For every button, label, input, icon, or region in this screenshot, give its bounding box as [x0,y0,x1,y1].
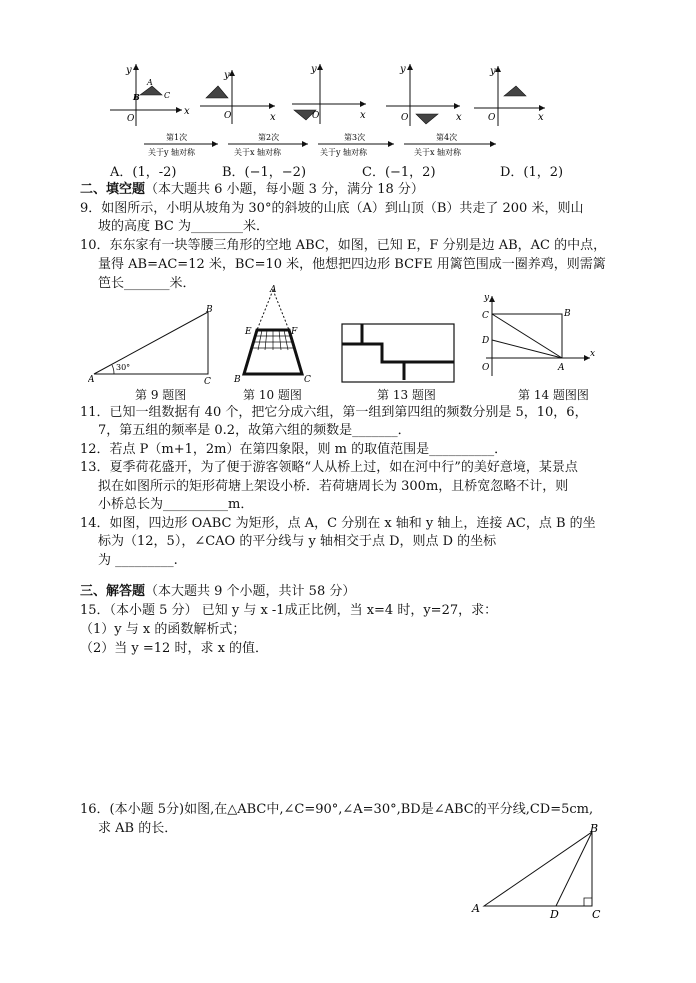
q13-line-2: 拟在如图所示的矩形荷塘上架设小桥．若荷塘周长为 300m，且桥宽忽略不计，则 [98,479,569,494]
svg-text:B: B [590,822,599,835]
q15-line-1: 15．（本小题 5 分） 已知 y 与 x -1成正比例，当 x=4 时，y=27，求： [80,603,498,618]
reflection-sequence-figure [100,58,550,160]
q12-line-1: 12．若点 P（m+1，2m）在第四象限，则 m 的取值范围是__________． [80,442,508,457]
choice-d: D．(1，2) [500,165,564,180]
choice-b: B．(−1，−2) [222,165,307,180]
q10-line-2: 量得 AB=AC=12 米，BC=10 米，他想把四边形 BCFE 用篱笆围成一圈养鸡，则需篱 [98,257,606,272]
step-1-sub: 关于y 轴对称 [148,148,196,157]
svg-text:x: x [590,349,596,359]
coord-system-3 [292,64,366,124]
q13-line-1: 13．夏季荷花盛开，为了便于游客领略“人从桥上过，如在河中行”的美好意境，某景点 [80,460,578,475]
svg-text:30°: 30° [116,363,131,372]
svg-text:C: C [164,91,171,100]
svg-text:B: B [206,305,213,315]
svg-text:O: O [224,111,232,121]
svg-text:O: O [488,113,496,123]
svg-text:x: x [270,112,276,123]
q9-line-2: 坡的高度 BC 为________米． [98,219,270,234]
q14-line-2: 标为（12，5），∠CAO 的平分线与 y 轴相交于点 D，则点 D 的坐标 [98,534,497,549]
svg-text:y: y [126,65,132,76]
q9-line-1: 9．如图所示，小明从坡角为 30°的斜坡的山底（A）到山顶（B）共走了 200 米，则山 [80,201,584,216]
svg-text:x: x [184,106,190,117]
svg-text:O: O [482,363,490,373]
step-1-label: 第1次 [166,133,188,142]
coord-system-4 [386,64,462,126]
svg-text:y: y [224,70,230,81]
fig14-caption: 第 14 题图图 [518,388,589,402]
coord-system-2 [200,70,276,124]
svg-text:C: C [592,908,601,918]
svg-text:D: D [550,908,559,918]
q16-line-2: 求 AB 的长． [98,821,178,836]
coord-system-1 [110,64,190,126]
fig9-caption: 第 9 题图 [135,388,187,402]
svg-text:O: O [312,111,320,121]
q15-line-3: （2）当 y =12 时，求 x 的值． [80,641,269,656]
svg-text:x: x [360,110,366,121]
fig9-slope-triangle [88,304,218,384]
svg-text:x: x [456,112,462,123]
svg-text:y: y [490,66,496,77]
q10-line-1: 10．东东家有一块等腰三角形的空地 ABC，如图，已知 E，F 分别是边 AB，AC 的中点， [80,238,607,253]
q11-line-2: 7，第五组的频率是 0.2，故第六组的频数是_______． [98,423,411,438]
fig13-pond-bridge [340,322,458,384]
svg-text:A: A [147,78,153,87]
svg-text:y: y [311,64,317,75]
q14-line-1: 14．如图，四边形 OABC 为矩形，点 A，C 分别在 x 轴和 y 轴上，连接 AC，点 B 的坐 [80,516,596,531]
svg-text:B: B [234,375,241,384]
step-4-sub: 关于x 轴对称 [414,148,462,157]
svg-text:B: B [133,92,140,102]
q16-line-1: 16．(本小题 5分)如图,在△ABC中,∠C=90°,∠A=30°,BD是∠ABC的平分线,CD=5cm, [80,802,594,817]
section-2-title: 二、填空题 [80,182,146,197]
svg-text:D: D [482,336,490,346]
svg-text:x: x [538,112,544,123]
coord-system-5 [474,66,545,126]
q15-line-2: （1）y 与 x 的函数解析式； [80,622,246,637]
fig10-caption: 第 10 题图 [243,388,302,402]
section-3-note: （本大题共 9 个小题，共计 58 分） [145,584,356,599]
svg-text:C: C [304,375,311,384]
fig14-rectangle-oabc [478,290,598,382]
step-3-sub: 关于y 轴对称 [320,148,368,157]
q10-line-3: 笆长_______米． [98,276,196,291]
q14-line-3: 为 _________. [98,553,178,568]
q11-line-1: 11．已知一组数据有 40 个，把它分成六组，第一组到第四组的频数分别是 5，10，6， [80,405,588,420]
svg-text:O: O [401,113,409,123]
reflection-arrows [144,132,496,157]
svg-text:y: y [400,64,406,75]
svg-text:A: A [558,363,565,373]
q13-line-3: 小桥总长为__________m． [98,497,254,512]
section-2-heading [80,180,424,199]
svg-text:O: O [127,114,135,124]
fig13-caption: 第 13 题图 [377,388,436,402]
choice-a: A．(1，-2) [110,165,177,180]
svg-text:y: y [484,293,490,303]
svg-text:A: A [472,902,480,915]
fig10-isosceles-fence [230,284,320,384]
svg-text:A: A [88,375,95,384]
svg-text:C: C [204,377,211,384]
choice-c: C．(−1，2) [362,165,436,180]
step-3-label: 第3次 [344,133,366,142]
svg-text:A: A [270,285,277,295]
svg-text:B: B [564,309,571,319]
section-2-note: （本大题共 6 小题，每小题 3 分，满分 18 分） [145,182,424,197]
svg-text:C: C [482,311,489,321]
svg-text:F: F [291,327,298,337]
step-2-label: 第2次 [258,133,280,142]
section-3-heading [80,582,355,601]
q16-right-triangle-figure [470,822,610,918]
section-3-title: 三、解答题 [80,584,146,599]
step-2-sub: 关于x 轴对称 [234,148,282,157]
step-4-label: 第4次 [436,133,458,142]
svg-text:E: E [245,327,252,337]
